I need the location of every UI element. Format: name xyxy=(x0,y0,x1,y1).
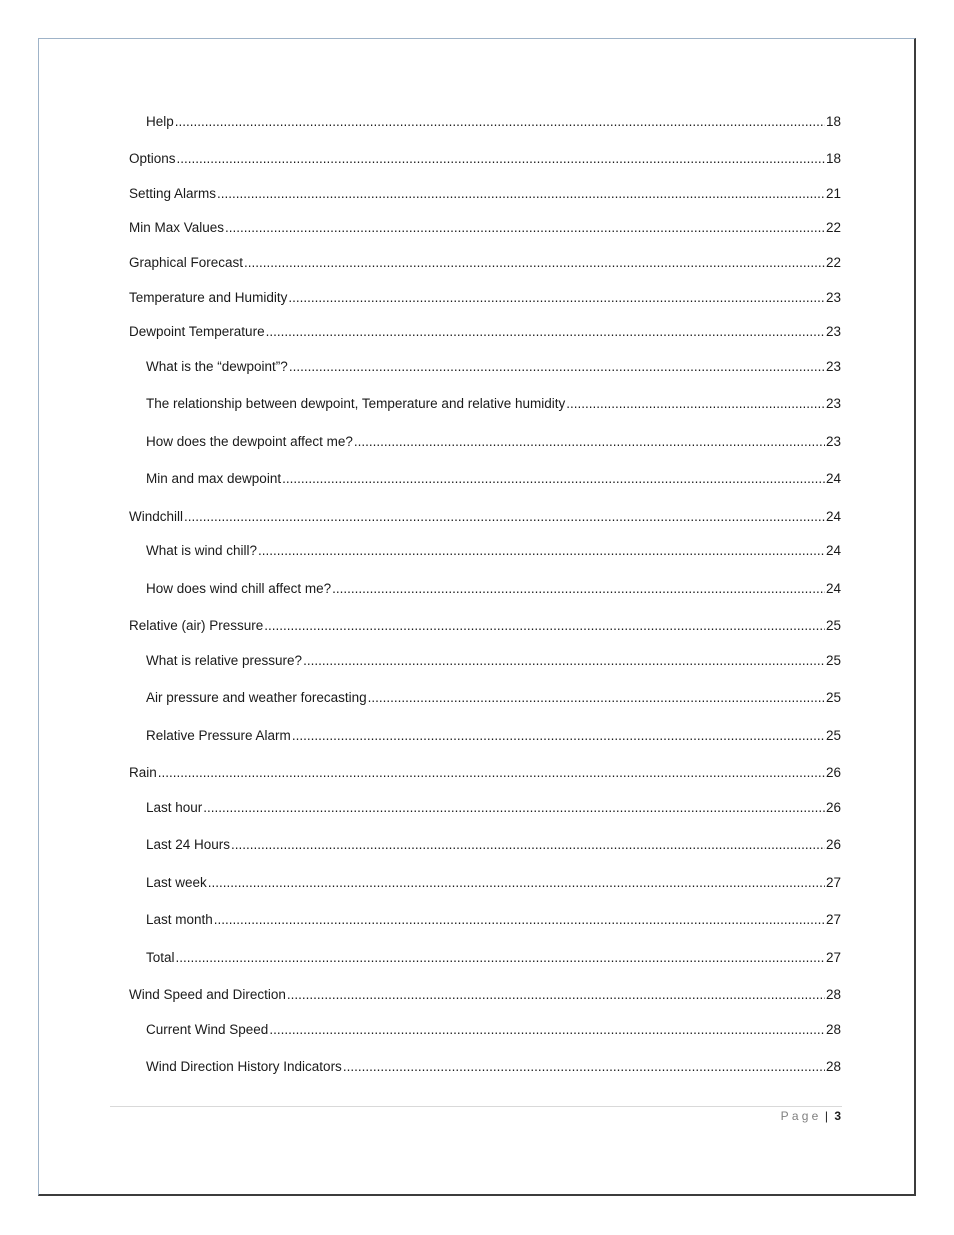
toc-entry-title: Min Max Values xyxy=(129,220,225,235)
toc-dot-leader xyxy=(289,358,825,376)
toc-dot-leader xyxy=(176,949,825,967)
toc-entry-title: Last 24 Hours xyxy=(146,837,231,852)
toc-dot-leader xyxy=(208,874,825,892)
toc-entry-windchill[interactable] xyxy=(129,508,841,526)
toc-entry-page: 18 xyxy=(825,114,841,129)
toc-entry-page: 22 xyxy=(825,255,841,270)
toc-entry-relative-pressure-alarm[interactable] xyxy=(146,727,841,745)
toc-entry-title: Graphical Forecast xyxy=(129,255,244,270)
toc-entry-title: Help xyxy=(146,114,174,129)
toc-entry-page: 28 xyxy=(825,1059,841,1074)
toc-entry-wind-chill-affect[interactable] xyxy=(146,580,841,598)
toc-dot-leader xyxy=(269,1021,825,1039)
toc-entry-what-is-wind-chill[interactable] xyxy=(146,542,841,560)
toc-entry-title: Last month xyxy=(146,912,213,927)
toc-entry-page: 23 xyxy=(825,359,841,374)
toc-entry-setting-alarms[interactable] xyxy=(129,185,841,203)
toc-entry-page: 25 xyxy=(825,618,841,633)
toc-entry-title: Options xyxy=(129,151,176,166)
toc-entry-page: 22 xyxy=(825,220,841,235)
toc-entry-air-pressure-forecasting[interactable] xyxy=(146,689,841,707)
toc-dot-leader xyxy=(217,185,825,203)
page-footer xyxy=(781,1108,841,1124)
toc-entry-page: 27 xyxy=(825,875,841,890)
toc-entry-options[interactable] xyxy=(129,150,841,168)
toc-entry-title: Relative Pressure Alarm xyxy=(146,728,291,743)
toc-entry-min-max-dewpoint[interactable] xyxy=(146,470,841,488)
toc-entry-page: 28 xyxy=(825,1022,841,1037)
toc-entry-page: 25 xyxy=(825,690,841,705)
toc-entry-title: Last week xyxy=(146,875,207,890)
toc-entry-wind-speed-direction[interactable] xyxy=(129,986,841,1004)
toc-entry-page: 28 xyxy=(825,987,841,1002)
toc-entry-what-is-dewpoint[interactable] xyxy=(146,358,841,376)
toc-entry-page: 26 xyxy=(825,765,841,780)
toc-dot-leader xyxy=(244,254,825,272)
toc-dot-leader xyxy=(282,470,825,488)
toc-entry-last-month[interactable] xyxy=(146,911,841,929)
toc-entry-page: 26 xyxy=(825,800,841,815)
page-label: Page xyxy=(780,1109,822,1123)
toc-dot-leader xyxy=(214,911,825,929)
toc-entry-title: Air pressure and weather forecasting xyxy=(146,690,367,705)
toc-entry-page: 24 xyxy=(825,581,841,596)
toc-entry-page: 27 xyxy=(825,950,841,965)
toc-entry-graphical-forecast[interactable] xyxy=(129,254,841,272)
toc-entry-page: 18 xyxy=(825,151,841,166)
toc-dot-leader xyxy=(303,652,825,670)
toc-entry-title: Total xyxy=(146,950,175,965)
toc-entry-dewpoint-relationship[interactable] xyxy=(146,395,841,413)
toc-dot-leader xyxy=(258,542,825,560)
toc-entry-title: Relative (air) Pressure xyxy=(129,618,264,633)
toc-dot-leader xyxy=(354,433,825,451)
toc-entry-page: 24 xyxy=(825,509,841,524)
toc-entry-last-hour[interactable] xyxy=(146,799,841,817)
toc-dot-leader xyxy=(292,727,825,745)
toc-entry-title: How does wind chill affect me? xyxy=(146,581,332,596)
toc-dot-leader xyxy=(343,1058,825,1076)
toc-entry-title: Rain xyxy=(129,765,157,780)
toc-entry-current-wind-speed[interactable] xyxy=(146,1021,841,1039)
toc-dot-leader xyxy=(175,113,825,131)
toc-entry-wind-direction-history[interactable] xyxy=(146,1058,841,1076)
toc-entry-title: Last hour xyxy=(146,800,203,815)
toc-entry-title: Windchill xyxy=(129,509,184,524)
toc-entry-help[interactable] xyxy=(146,113,841,131)
toc-dot-leader xyxy=(203,799,825,817)
toc-entry-page: 24 xyxy=(825,543,841,558)
toc-dot-leader xyxy=(177,150,825,168)
toc-entry-page: 23 xyxy=(825,290,841,305)
toc-entry-title: The relationship between dewpoint, Temperature and relative humidity xyxy=(146,396,566,411)
toc-entry-last-24-hours[interactable] xyxy=(146,836,841,854)
toc-entry-page: 26 xyxy=(825,837,841,852)
toc-entry-title: What is the “dewpoint”? xyxy=(146,359,288,374)
toc-dot-leader xyxy=(184,508,825,526)
toc-dot-leader xyxy=(231,836,825,854)
toc-dot-leader xyxy=(287,986,825,1004)
toc-entry-total[interactable] xyxy=(146,949,841,967)
toc-entry-page: 23 xyxy=(825,324,841,339)
toc-entry-title: Temperature and Humidity xyxy=(129,290,288,305)
toc-entry-what-is-relative-pressure[interactable] xyxy=(146,652,841,670)
toc-dot-leader xyxy=(266,323,825,341)
toc-dot-leader xyxy=(158,764,825,782)
footer-divider xyxy=(110,1106,842,1107)
page-number: 3 xyxy=(834,1109,841,1123)
toc-entry-title: Wind Direction History Indicators xyxy=(146,1059,342,1074)
toc-entry-page: 23 xyxy=(825,396,841,411)
page-separator: | xyxy=(824,1109,828,1123)
toc-entry-page: 27 xyxy=(825,912,841,927)
toc-entry-title: What is relative pressure? xyxy=(146,653,303,668)
toc-entry-page: 21 xyxy=(825,186,841,201)
toc-entry-temperature-and-humidity[interactable] xyxy=(129,289,841,307)
toc-dot-leader xyxy=(288,289,825,307)
toc-entry-title: How does the dewpoint affect me? xyxy=(146,434,353,449)
toc-entry-page: 25 xyxy=(825,653,841,668)
toc-entry-min-max-values[interactable] xyxy=(129,219,841,237)
toc-entry-title: Wind Speed and Direction xyxy=(129,987,286,1002)
toc-entry-title: Setting Alarms xyxy=(129,186,217,201)
toc-dot-leader xyxy=(368,689,825,707)
toc-entry-title: Min and max dewpoint xyxy=(146,471,282,486)
toc-entry-title: Current Wind Speed xyxy=(146,1022,269,1037)
toc-entry-title: What is wind chill? xyxy=(146,543,258,558)
toc-entry-last-week[interactable] xyxy=(146,874,841,892)
toc-dot-leader xyxy=(566,395,825,413)
toc-entry-dewpoint-temperature[interactable] xyxy=(129,323,841,341)
toc-dot-leader xyxy=(264,617,825,635)
toc-dot-leader xyxy=(332,580,825,598)
toc-entry-relative-air-pressure[interactable] xyxy=(129,617,841,635)
toc-entry-rain[interactable] xyxy=(129,764,841,782)
toc-entry-page: 24 xyxy=(825,471,841,486)
toc-entry-page: 23 xyxy=(825,434,841,449)
toc-entry-dewpoint-affect[interactable] xyxy=(146,433,841,451)
toc-dot-leader xyxy=(225,219,825,237)
toc-entry-page: 25 xyxy=(825,728,841,743)
toc-entry-title: Dewpoint Temperature xyxy=(129,324,265,339)
